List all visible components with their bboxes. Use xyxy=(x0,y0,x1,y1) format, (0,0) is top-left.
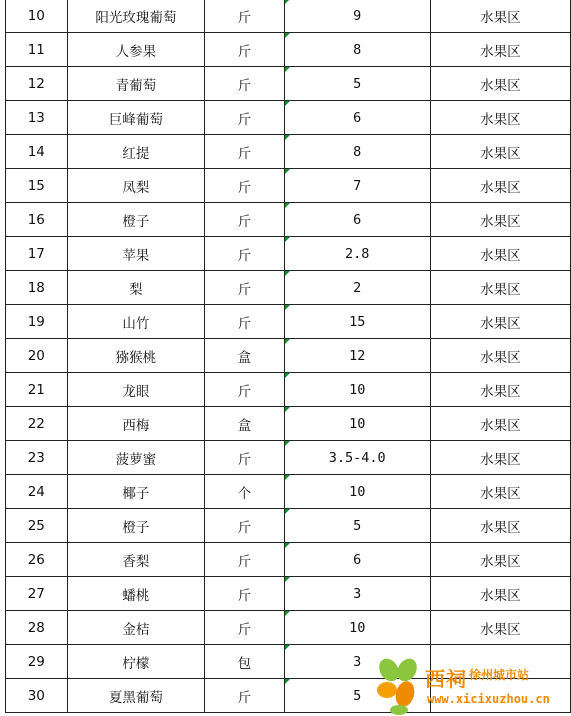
row-number-cell[interactable]: 12 xyxy=(6,67,68,101)
price-cell[interactable]: 6 xyxy=(284,101,430,135)
product-name-cell[interactable]: 猕猴桃 xyxy=(67,339,205,373)
table-row xyxy=(6,543,571,577)
product-name-cell[interactable]: 红提 xyxy=(67,135,205,169)
price-table xyxy=(5,0,571,713)
price-cell[interactable]: 9 xyxy=(284,0,430,33)
unit-cell[interactable]: 斤 xyxy=(205,305,284,339)
row-number-cell[interactable]: 15 xyxy=(6,169,68,203)
price-cell[interactable]: 10 xyxy=(284,611,430,645)
row-number-cell[interactable]: 14 xyxy=(6,135,68,169)
unit-cell[interactable]: 斤 xyxy=(205,67,284,101)
area-cell[interactable]: 水果区 xyxy=(430,441,570,475)
product-name-cell[interactable]: 人参果 xyxy=(67,33,205,67)
unit-cell[interactable]: 斤 xyxy=(205,509,284,543)
table-row xyxy=(6,135,571,169)
row-number-cell[interactable]: 26 xyxy=(6,543,68,577)
area-cell[interactable]: 水果区 xyxy=(430,373,570,407)
price-cell[interactable]: 5 xyxy=(284,679,430,713)
watermark-brand: 西祠 xyxy=(425,667,467,691)
table-row xyxy=(6,203,571,237)
row-number-cell[interactable]: 24 xyxy=(6,475,68,509)
area-cell[interactable]: 水果区 xyxy=(430,577,570,611)
unit-cell[interactable]: 斤 xyxy=(205,611,284,645)
area-cell[interactable]: 水果区 xyxy=(430,203,570,237)
area-cell[interactable]: 水果区 xyxy=(430,135,570,169)
row-number-cell[interactable]: 20 xyxy=(6,339,68,373)
product-name-cell[interactable]: 龙眼 xyxy=(67,373,205,407)
product-name-cell[interactable]: 巨峰葡萄 xyxy=(67,101,205,135)
product-name-cell[interactable]: 阳光玫瑰葡萄 xyxy=(67,0,205,33)
product-name-cell[interactable]: 菠萝蜜 xyxy=(67,441,205,475)
price-cell[interactable]: 3 xyxy=(284,645,430,679)
row-number-cell[interactable]: 28 xyxy=(6,611,68,645)
row-number-cell[interactable]: 21 xyxy=(6,373,68,407)
unit-cell[interactable]: 斤 xyxy=(205,373,284,407)
area-cell[interactable]: 水果区 xyxy=(430,509,570,543)
table-row xyxy=(6,305,571,339)
product-name-cell[interactable]: 山竹 xyxy=(67,305,205,339)
table-row xyxy=(6,373,571,407)
row-number-cell[interactable]: 19 xyxy=(6,305,68,339)
table-row xyxy=(6,509,571,543)
table-row xyxy=(6,67,571,101)
row-number-cell[interactable]: 30 xyxy=(6,679,68,713)
area-cell[interactable]: 水果区 xyxy=(430,0,570,33)
clover-logo-icon xyxy=(371,654,427,716)
table-row xyxy=(6,0,571,33)
price-table-body xyxy=(6,0,571,713)
unit-cell[interactable]: 斤 xyxy=(205,33,284,67)
unit-cell[interactable]: 斤 xyxy=(205,237,284,271)
table-row xyxy=(6,441,571,475)
product-name-cell[interactable]: 橙子 xyxy=(67,203,205,237)
unit-cell[interactable]: 斤 xyxy=(205,101,284,135)
product-name-cell[interactable]: 橙子 xyxy=(67,509,205,543)
price-cell[interactable]: 5 xyxy=(284,67,430,101)
area-cell[interactable]: 水果区 xyxy=(430,611,570,645)
row-number-cell[interactable]: 16 xyxy=(6,203,68,237)
price-cell[interactable]: 3.5-4.0 xyxy=(284,441,430,475)
table-row xyxy=(6,169,571,203)
unit-cell[interactable]: 斤 xyxy=(205,203,284,237)
area-cell[interactable]: 水果区 xyxy=(430,305,570,339)
unit-cell[interactable]: 包 xyxy=(205,645,284,679)
area-cell[interactable]: 水果区 xyxy=(430,339,570,373)
area-cell[interactable]: 水果区 xyxy=(430,169,570,203)
row-number-cell[interactable]: 29 xyxy=(6,645,68,679)
row-number-cell[interactable]: 11 xyxy=(6,33,68,67)
price-cell[interactable]: 2.8 xyxy=(284,237,430,271)
price-cell[interactable]: 2 xyxy=(284,271,430,305)
price-cell[interactable]: 8 xyxy=(284,33,430,67)
area-cell[interactable]: 水果区 xyxy=(430,237,570,271)
unit-cell[interactable]: 斤 xyxy=(205,169,284,203)
product-name-cell[interactable]: 青葡萄 xyxy=(67,67,205,101)
row-number-cell[interactable]: 25 xyxy=(6,509,68,543)
product-name-cell[interactable]: 梨 xyxy=(67,271,205,305)
area-cell[interactable]: 水果区 xyxy=(430,475,570,509)
unit-cell[interactable]: 斤 xyxy=(205,679,284,713)
price-cell[interactable]: 12 xyxy=(284,339,430,373)
price-cell[interactable]: 10 xyxy=(284,407,430,441)
table-row xyxy=(6,33,571,67)
row-number-cell[interactable]: 22 xyxy=(6,407,68,441)
product-name-cell[interactable]: 蟠桃 xyxy=(67,577,205,611)
price-cell[interactable]: 6 xyxy=(284,543,430,577)
price-cell[interactable]: 15 xyxy=(284,305,430,339)
price-cell[interactable]: 8 xyxy=(284,135,430,169)
table-row xyxy=(6,339,571,373)
unit-cell[interactable]: 斤 xyxy=(205,543,284,577)
price-cell[interactable]: 3 xyxy=(284,577,430,611)
unit-cell[interactable]: 斤 xyxy=(205,0,284,33)
table-row xyxy=(6,101,571,135)
product-name-cell[interactable]: 柠檬 xyxy=(67,645,205,679)
product-name-cell[interactable]: 椰子 xyxy=(67,475,205,509)
unit-cell[interactable]: 斤 xyxy=(205,135,284,169)
unit-cell[interactable]: 斤 xyxy=(205,577,284,611)
unit-cell[interactable]: 盒 xyxy=(205,407,284,441)
area-cell[interactable]: 水果区 xyxy=(430,33,570,67)
watermark-site-name: 徐州城市站 xyxy=(469,668,530,682)
row-number-cell[interactable]: 23 xyxy=(6,441,68,475)
product-name-cell[interactable]: 金桔 xyxy=(67,611,205,645)
table-row xyxy=(6,237,571,271)
row-number-cell[interactable]: 17 xyxy=(6,237,68,271)
product-name-cell[interactable]: 夏黑葡萄 xyxy=(67,679,205,713)
product-name-cell[interactable]: 凤梨 xyxy=(67,169,205,203)
table-row xyxy=(6,611,571,645)
row-number-cell[interactable]: 13 xyxy=(6,101,68,135)
unit-cell[interactable]: 斤 xyxy=(205,441,284,475)
watermark-url: www.xicixuzhou.cn xyxy=(427,692,550,706)
area-cell[interactable]: 水果区 xyxy=(430,543,570,577)
product-name-cell[interactable]: 苹果 xyxy=(67,237,205,271)
row-number-cell[interactable]: 27 xyxy=(6,577,68,611)
area-cell[interactable]: 水果区 xyxy=(430,101,570,135)
price-cell[interactable]: 7 xyxy=(284,169,430,203)
unit-cell[interactable]: 个 xyxy=(205,475,284,509)
row-number-cell[interactable]: 10 xyxy=(6,0,68,33)
table-row xyxy=(6,407,571,441)
unit-cell[interactable]: 盒 xyxy=(205,339,284,373)
row-number-cell[interactable]: 18 xyxy=(6,271,68,305)
product-name-cell[interactable]: 西梅 xyxy=(67,407,205,441)
price-cell[interactable]: 10 xyxy=(284,475,430,509)
price-cell[interactable]: 10 xyxy=(284,373,430,407)
price-cell[interactable]: 5 xyxy=(284,509,430,543)
table-row xyxy=(6,577,571,611)
table-row xyxy=(6,271,571,305)
product-name-cell[interactable]: 香梨 xyxy=(67,543,205,577)
area-cell[interactable]: 水果区 xyxy=(430,67,570,101)
area-cell[interactable]: 水果区 xyxy=(430,271,570,305)
area-cell[interactable]: 水果区 xyxy=(430,407,570,441)
unit-cell[interactable]: 斤 xyxy=(205,271,284,305)
price-cell[interactable]: 6 xyxy=(284,203,430,237)
watermark xyxy=(371,654,571,716)
table-row xyxy=(6,475,571,509)
